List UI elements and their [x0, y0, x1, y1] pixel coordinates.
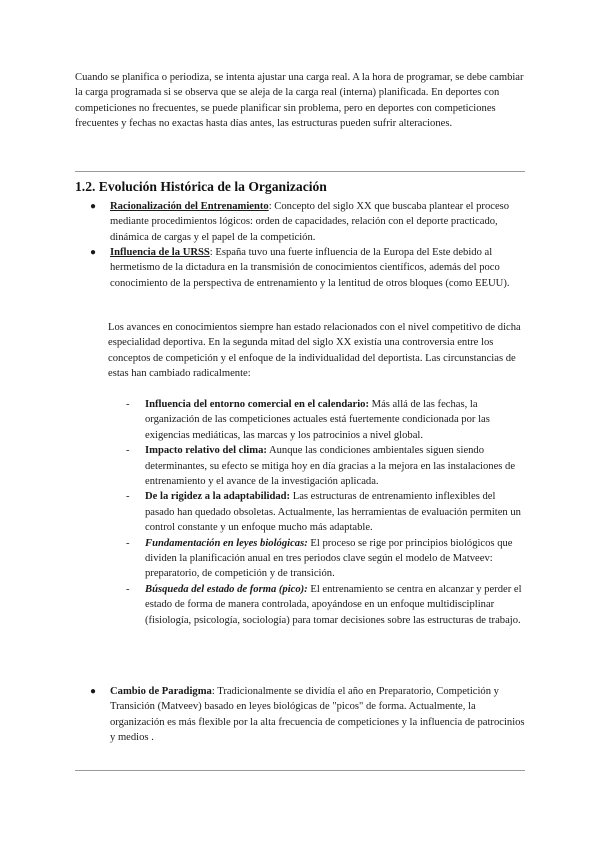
list-item-term: Racionalización del Entrenamiento [110, 201, 269, 212]
bullet-icon: ● [90, 201, 97, 212]
dash-icon: - [126, 491, 130, 503]
bullet-icon: ● [90, 247, 97, 258]
list-item-text: : Concepto del siglo XX que buscaba plantear el proceso mediante procedimientos lógicos: orden de capacidades, relación con el deporte practicado, dinámica de cargas y el papel de la competición. [110, 201, 510, 243]
dash-icon: - [126, 583, 130, 595]
list-item-term: Impacto relativo del clima: [145, 445, 267, 457]
list-item [126, 582, 526, 628]
list-item-text: : España tuvo una fuerte influencia de la Europa del Este debido al hermetismo de la dictadura en la transmisión de conocimientos científicos, además del poco conocimiento de la perspectiva de entrenamiento y la lentitud de otros bloques (como EEUU). [110, 247, 510, 289]
intro-paragraph: Cuando se planifica o periodiza, se intenta ajustar una carga real. A la hora de programar, se debe cambiar la carga programada si se observa que se aleja de la carga real (interna) planificada. En deportes con competiciones no frecuentes, se puede planificar sin problema, pero en deportes con competiciones frecuentes y fechas no exactas hasta días antes, las estructuras pueden sufrir alteraciones. [75, 72, 524, 130]
dash-icon: - [126, 445, 130, 457]
bullet-list [90, 684, 526, 746]
body-paragraph: Los avances en conocimientos siempre han estado relacionados con el nivel competitivo de dicha especialidad deportiva. En la segunda mitad del siglo XX existía una controversia entre los conceptos de competición y el enfoque de la individualidad del deportista. Las circunstancias de estas han cambiado radicalmente: [108, 322, 521, 380]
list-item-term: Influencia de la URSS [110, 247, 210, 258]
list-item-term: De la rigidez a la adaptabilidad: [145, 491, 291, 503]
list-item-term: Fundamentación en leyes biológicas: [145, 537, 308, 549]
list-item-text: : Tradicionalmente se dividía el año en Preparatorio, Competición y Transición (Matveev) basado en leyes biológicas de "picos" de forma. Actualmente, la organización es más flexible por la alta frecuencia de competiciones y la influencia de patrocinios y medios . [110, 686, 525, 744]
list-item-text: El entrenamiento se centra en alcanzar y perder el estado de forma de manera controlada, apoyándose en un enfoque multidisciplinar (fisiología, psicología, sociología) para tomar decisiones sobre las estructuras de trabajo. [145, 583, 522, 626]
list-item-text: Más allá de las fechas, la organización de las competiciones actuales está fuertemente condicionada por las exigencias mediáticas, las marcas y los patrocinios a nivel global. [145, 399, 490, 441]
list-item-text: El proceso se rige por principios biológicos que dividen la planificación anual en tres periodos clave según el modelo de Matveev: preparatorio, de competición y de transición. [145, 537, 513, 580]
list-item [126, 443, 526, 489]
list-item-term: Búsqueda del estado de forma (pico): [145, 583, 308, 595]
bullet-icon: ● [90, 686, 97, 697]
dash-icon: - [126, 537, 130, 549]
section-heading: 1.2. Evolución Histórica de la Organización [75, 179, 327, 194]
list-item [90, 199, 526, 245]
list-item [90, 684, 526, 746]
list-item [126, 489, 526, 535]
section-divider-bottom [75, 770, 525, 771]
list-item-text: Aunque las condiciones ambientales siguen siendo determinantes, su efecto se mitiga hoy en día gracias a la mejora en las instalaciones de entrenamiento y el avance de la investigación aplicada. [145, 445, 516, 488]
list-item [126, 397, 526, 443]
dash-list [126, 397, 526, 628]
bullet-list [90, 199, 526, 291]
list-item-text: Las estructuras de entrenamiento inflexibles del pasado han quedado obsoletas. Actualmente, las herramientas de evaluación permiten un control constante y un enfoque mucho más adaptable. [145, 491, 521, 534]
section-divider-top [75, 171, 525, 172]
dash-icon: - [126, 399, 130, 410]
list-item [126, 536, 526, 582]
list-item-term: Influencia del entorno comercial en el calendario: [145, 399, 370, 410]
list-item-term: Cambio de Paradigma [110, 686, 212, 697]
list-item [90, 245, 526, 291]
